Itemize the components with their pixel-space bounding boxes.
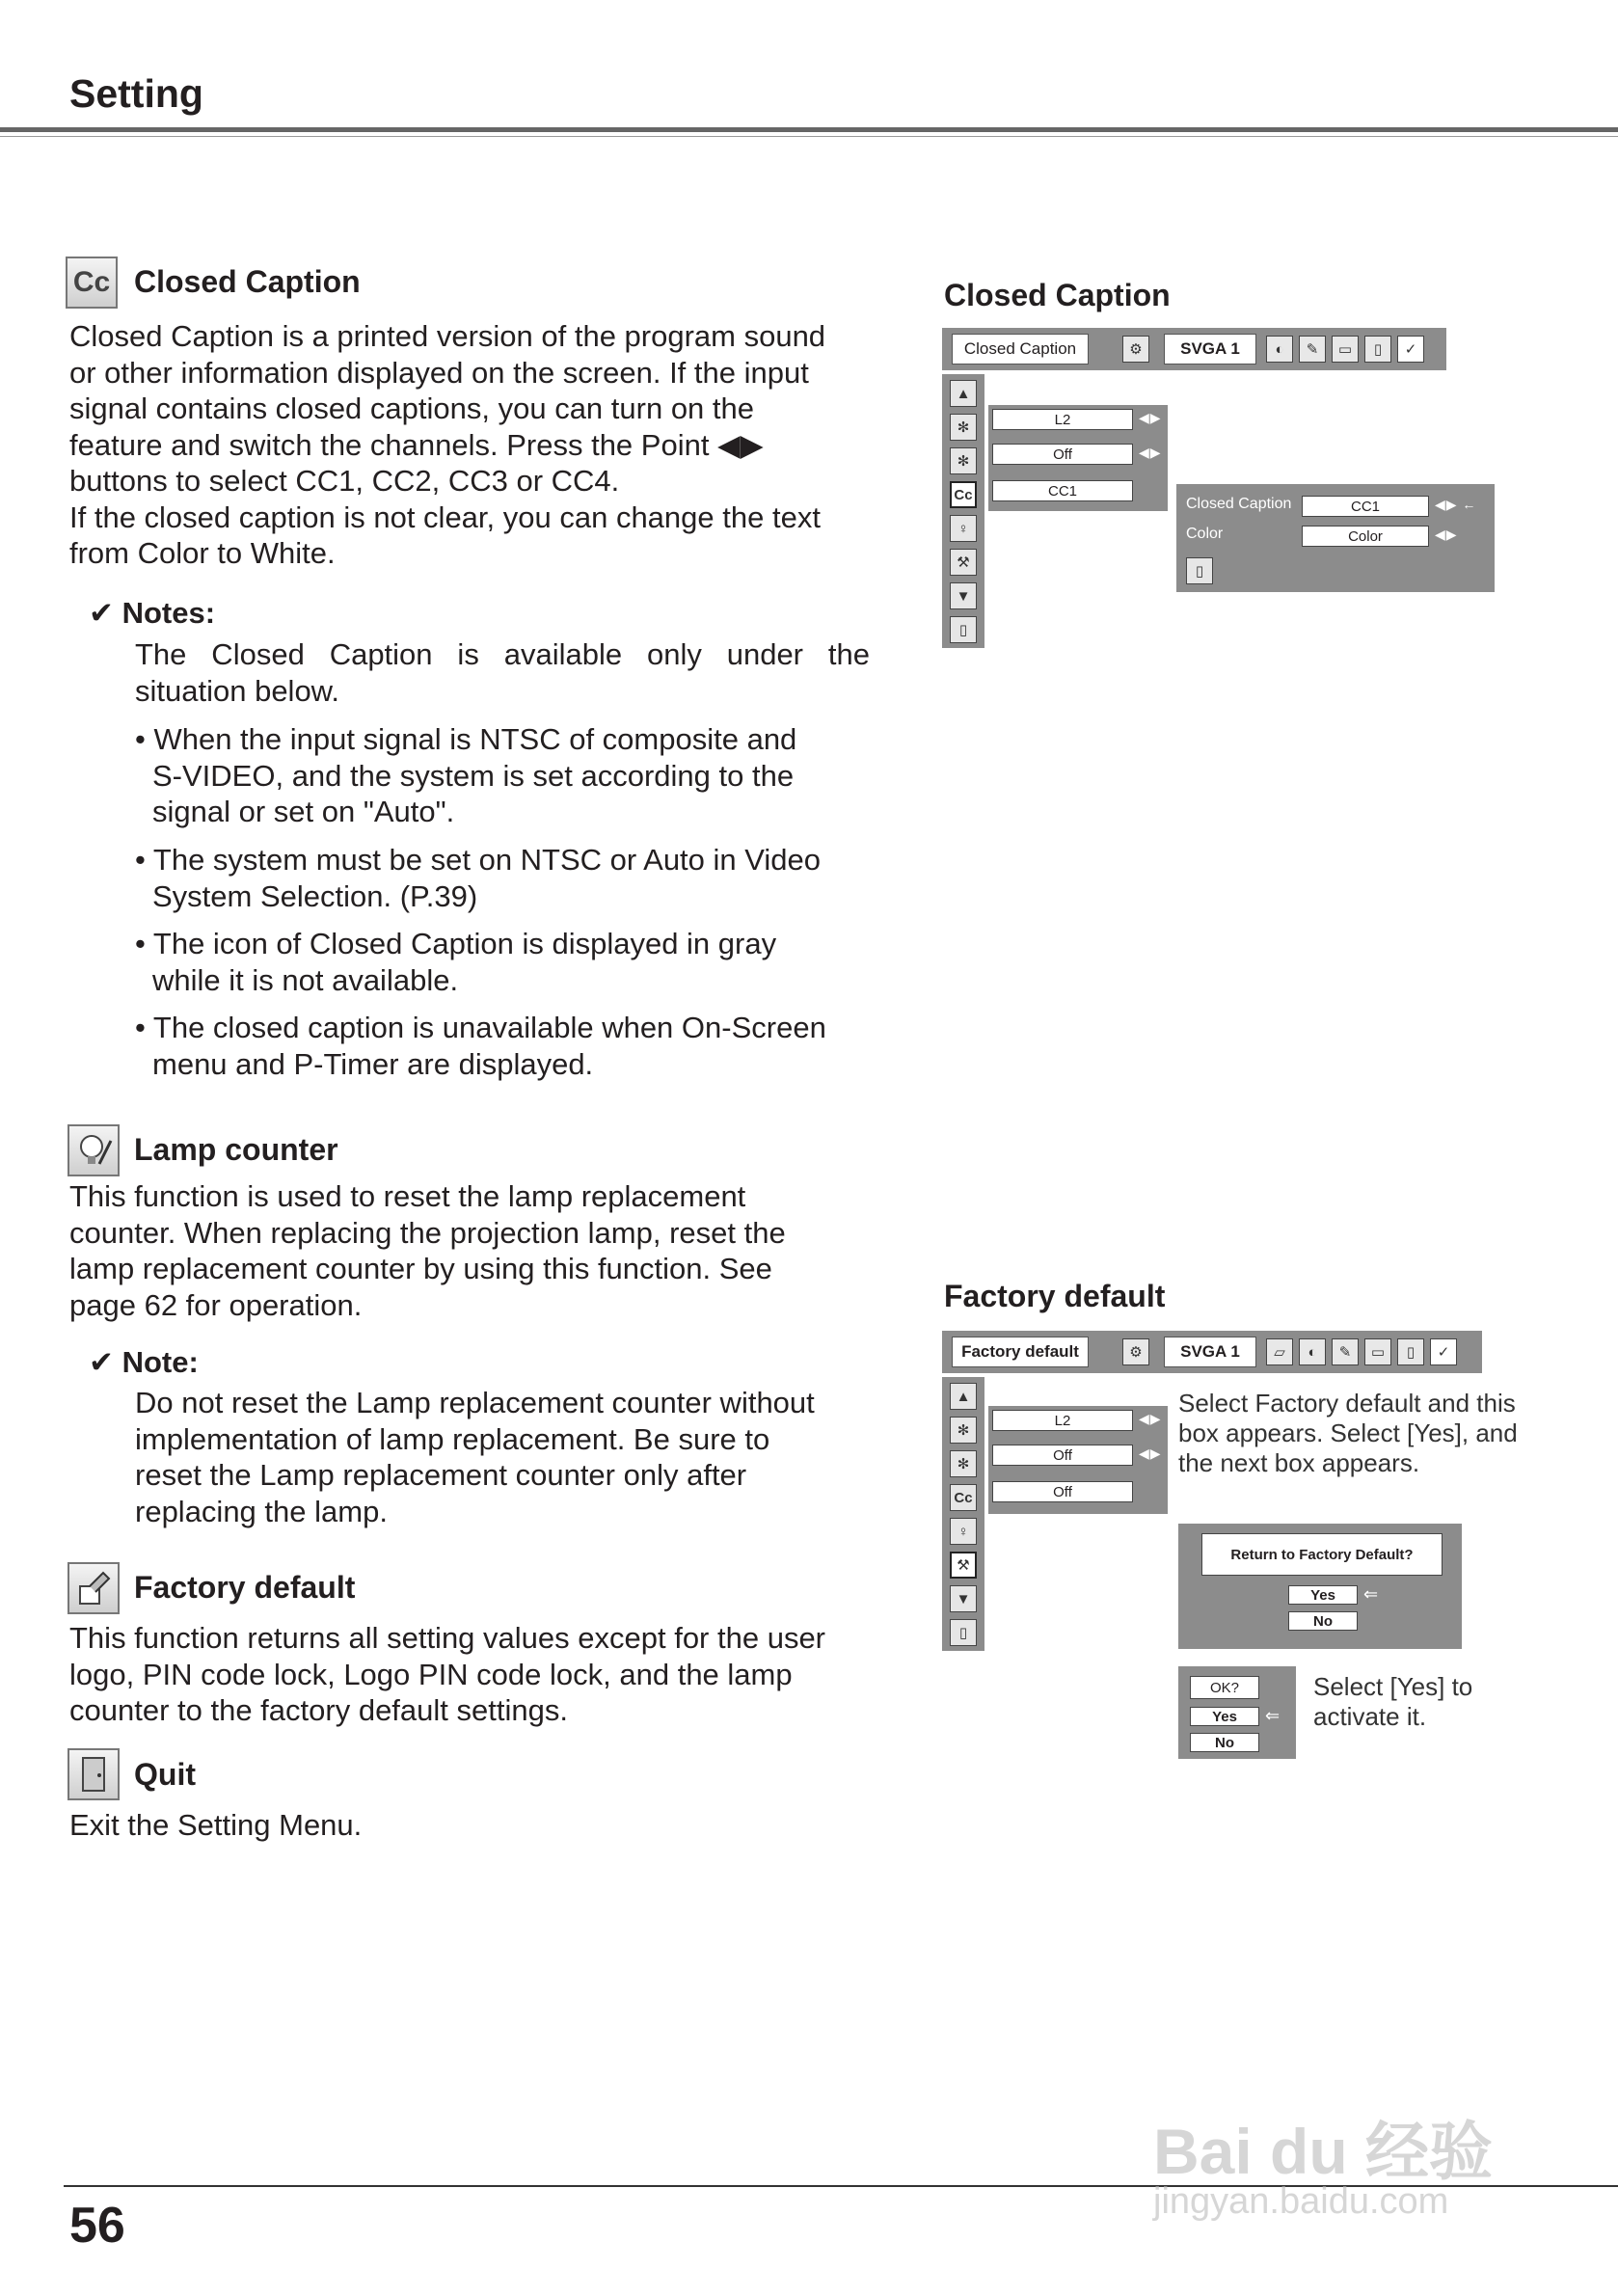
figure-title-factory-default: Factory default bbox=[944, 1279, 1166, 1313]
info-icon: ✓ bbox=[1397, 336, 1424, 363]
menu-label: Factory default bbox=[952, 1337, 1089, 1367]
setting-icon: ⚙ bbox=[1122, 336, 1149, 363]
image-adjust-icon: ◐ bbox=[1266, 336, 1293, 363]
factory-default-icon: ⚒ bbox=[950, 549, 977, 576]
closed-caption-title: Closed Caption bbox=[134, 264, 361, 299]
bullet-line: S-VIDEO, and the system is set according to the bbox=[152, 758, 795, 793]
quit-icon: ▯ bbox=[950, 616, 977, 643]
figure-title-closed-caption: Closed Caption bbox=[944, 278, 1171, 312]
body-line: feature and switch the channels. Press the Point ◀▶ bbox=[69, 427, 764, 462]
submenu-value: CC1 bbox=[1302, 496, 1429, 517]
left-right-arrows-icon: ◀▶ bbox=[1139, 1445, 1162, 1461]
lamp-icon: ♀ bbox=[950, 1518, 977, 1545]
menu-label: Closed Caption bbox=[952, 334, 1089, 365]
body-line: If the closed caption is not clear, you can change the text bbox=[69, 500, 821, 534]
body-line: This function returns all setting values except for the user bbox=[69, 1621, 826, 1655]
caption-line: box appears. Select [Yes], and bbox=[1178, 1418, 1518, 1447]
note-line: implementation of lamp replacement. Be sure to bbox=[135, 1421, 770, 1456]
quit-title: Quit bbox=[134, 1757, 196, 1792]
body-line: from Color to White. bbox=[69, 536, 336, 570]
menu-bar bbox=[942, 328, 1446, 370]
value-panel bbox=[988, 405, 1168, 511]
factory-default-title: Factory default bbox=[134, 1570, 356, 1605]
menu-sidebar bbox=[942, 1377, 984, 1651]
fan-icon: ✻ bbox=[950, 414, 977, 441]
notes-heading: ✔ Notes: bbox=[89, 596, 216, 630]
fan-icon: ✻ bbox=[950, 447, 977, 474]
body-line: or other information displayed on the screen. If the input bbox=[69, 355, 809, 390]
factory-default-body bbox=[69, 1620, 870, 1729]
note-line: replacing the lamp. bbox=[135, 1494, 388, 1528]
closed-caption-icon: Cc bbox=[950, 481, 977, 508]
body-line: page 62 for operation. bbox=[69, 1287, 363, 1322]
caption-line: Select Factory default and this bbox=[1178, 1389, 1516, 1418]
input-icon: ▱ bbox=[1266, 1338, 1293, 1365]
bullet-line: while it is not available. bbox=[152, 962, 459, 997]
closed-caption-submenu bbox=[1176, 484, 1495, 592]
setting-icon: ⚙ bbox=[1122, 1338, 1149, 1365]
body-line: Closed Caption is a printed version of the program sound bbox=[69, 319, 826, 353]
caption-line: the next box appears. bbox=[1178, 1448, 1420, 1477]
lamp-icon bbox=[67, 1124, 120, 1176]
notes-text: The Closed Caption is available only under the situation below. bbox=[135, 637, 870, 708]
value-panel bbox=[988, 1406, 1168, 1514]
no-option: No bbox=[1190, 1733, 1259, 1752]
caption-line: activate it. bbox=[1313, 1702, 1427, 1731]
note-line: Do not reset the Lamp replacement counter without bbox=[135, 1386, 815, 1419]
pointer-arrow-icon: ⇐ bbox=[1265, 1706, 1281, 1725]
bullet-line: signal or set on "Auto". bbox=[152, 795, 455, 828]
body-line: buttons to select CC1, CC2, CC3 or CC4. bbox=[69, 464, 620, 498]
screen-icon: ▭ bbox=[1364, 1338, 1391, 1365]
value-field: Off bbox=[992, 1481, 1133, 1502]
lamp-counter-title: Lamp counter bbox=[134, 1132, 338, 1167]
submenu-label: Closed Caption bbox=[1186, 496, 1292, 512]
left-right-arrows-icon: ◀▶ ← bbox=[1435, 497, 1477, 512]
bullet-line: System Selection. (P.39) bbox=[152, 878, 478, 913]
factory-default-icon bbox=[67, 1562, 120, 1614]
submenu-label: Color bbox=[1186, 526, 1224, 542]
page-number: 56 bbox=[69, 2198, 125, 2254]
bullet-line: menu and P-Timer are displayed. bbox=[152, 1046, 594, 1081]
closed-caption-icon: Cc bbox=[950, 1484, 977, 1511]
quit-icon: ▯ bbox=[950, 1619, 977, 1646]
page-header-title: Setting bbox=[69, 71, 203, 116]
fan-icon: ✻ bbox=[950, 1450, 977, 1477]
yes-option: Yes bbox=[1190, 1707, 1259, 1726]
image-select-icon: ✎ bbox=[1299, 336, 1326, 363]
body-line: counter. When replacing the projection lamp, reset the bbox=[69, 1215, 786, 1250]
sound-icon: ▯ bbox=[1364, 336, 1391, 363]
baidu-watermark: Bai du 经验 bbox=[1153, 2116, 1494, 2187]
factory-default-dialog bbox=[1178, 1524, 1462, 1649]
header-rule bbox=[0, 127, 1618, 132]
left-right-arrows-icon: ◀▶ bbox=[1139, 1411, 1162, 1426]
left-right-arrows-icon: ◀▶ bbox=[1435, 527, 1458, 542]
value-field: Off bbox=[992, 444, 1133, 465]
bullet-line: • The closed caption is unavailable when On-Screen bbox=[135, 1011, 826, 1044]
caption-line: Select [Yes] to bbox=[1313, 1672, 1473, 1701]
down-arrow-icon: ▼ bbox=[950, 1585, 977, 1612]
confirm-dialog bbox=[1178, 1666, 1296, 1759]
header-rule-thin bbox=[0, 136, 1618, 137]
lamp-note-text bbox=[135, 1385, 870, 1529]
note-line: reset the Lamp replacement counter only after bbox=[135, 1458, 747, 1492]
note-bullet bbox=[135, 1010, 870, 1082]
body-line: This function is used to reset the lamp replacement bbox=[69, 1179, 746, 1213]
info-icon: ✓ bbox=[1430, 1338, 1457, 1365]
watermark-url: jingyan.baidu.com bbox=[1153, 2181, 1449, 2222]
bullet-line: • The system must be set on NTSC or Auto in Video bbox=[135, 843, 821, 877]
confirm-caption bbox=[1313, 1672, 1472, 1732]
body-line: signal contains closed captions, you can turn on the bbox=[69, 392, 755, 425]
down-arrow-icon: ▼ bbox=[950, 582, 977, 609]
factory-default-caption bbox=[1178, 1389, 1518, 1478]
bullet-line: • When the input signal is NTSC of composite and bbox=[135, 722, 797, 756]
signal-label: SVGA 1 bbox=[1164, 1337, 1256, 1367]
sound-icon: ▯ bbox=[1397, 1338, 1424, 1365]
closed-caption-body bbox=[69, 318, 870, 572]
note-bullet bbox=[135, 721, 870, 830]
value-field: L2 bbox=[992, 409, 1133, 430]
submenu-value: Color bbox=[1302, 526, 1429, 547]
dialog-question: OK? bbox=[1190, 1676, 1259, 1699]
fan-icon: ✻ bbox=[950, 1417, 977, 1444]
factory-default-icon: ⚒ bbox=[950, 1552, 977, 1579]
menu-sidebar bbox=[942, 374, 984, 648]
lamp-counter-body bbox=[69, 1178, 870, 1323]
screen-icon: ▭ bbox=[1332, 336, 1359, 363]
no-option: No bbox=[1288, 1611, 1358, 1631]
note-bullet bbox=[135, 926, 870, 998]
body-line: counter to the factory default settings. bbox=[69, 1693, 568, 1727]
value-field: L2 bbox=[992, 1410, 1133, 1431]
dialog-question: Return to Factory Default? bbox=[1201, 1533, 1443, 1576]
note-bullet bbox=[135, 842, 870, 914]
quit-icon: ▯ bbox=[1186, 557, 1213, 584]
up-arrow-icon: ▲ bbox=[950, 380, 977, 407]
left-right-arrows-icon: ◀▶ bbox=[1139, 410, 1162, 425]
image-adjust-icon: ◐ bbox=[1299, 1338, 1326, 1365]
quit-icon bbox=[67, 1748, 120, 1800]
bullet-line: • The icon of Closed Caption is displayed in gray bbox=[135, 927, 777, 960]
menu-bar bbox=[942, 1331, 1482, 1373]
body-line: logo, PIN code lock, Logo PIN code lock, and the lamp bbox=[69, 1657, 793, 1691]
closed-caption-icon: Cc bbox=[66, 257, 118, 309]
note-heading: ✔ Note: bbox=[89, 1345, 199, 1379]
body-line: lamp replacement counter by using this function. See bbox=[69, 1252, 772, 1285]
quit-body: Exit the Setting Menu. bbox=[69, 1808, 363, 1842]
up-arrow-icon: ▲ bbox=[950, 1383, 977, 1410]
image-select-icon: ✎ bbox=[1332, 1338, 1359, 1365]
value-field: Off bbox=[992, 1445, 1133, 1466]
value-field: CC1 bbox=[992, 480, 1133, 501]
left-right-arrows-icon: ◀▶ bbox=[1139, 445, 1162, 460]
signal-label: SVGA 1 bbox=[1164, 334, 1256, 365]
lamp-icon: ♀ bbox=[950, 515, 977, 542]
pointer-arrow-icon: ⇐ bbox=[1363, 1584, 1380, 1604]
yes-option: Yes bbox=[1288, 1585, 1358, 1605]
